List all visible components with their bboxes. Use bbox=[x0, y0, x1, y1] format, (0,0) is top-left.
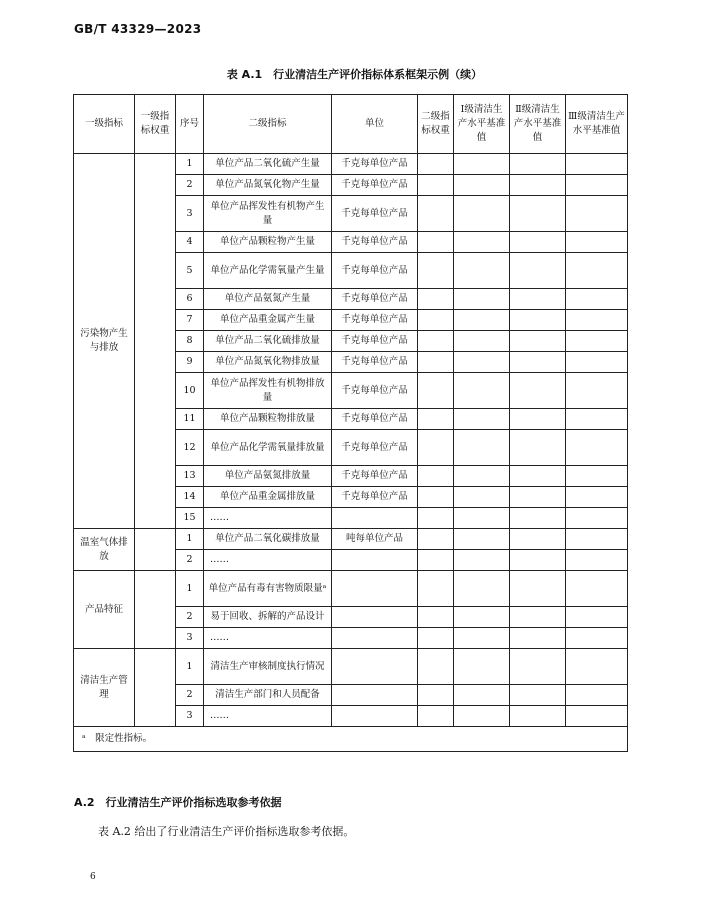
level-3-benchmark bbox=[566, 550, 628, 571]
level-3-benchmark bbox=[566, 487, 628, 508]
level-3-benchmark bbox=[566, 466, 628, 487]
unit: 千克每单位产品 bbox=[332, 487, 418, 508]
level-1-benchmark bbox=[454, 352, 510, 373]
unit bbox=[332, 706, 418, 727]
level-1-benchmark bbox=[454, 253, 510, 289]
second-level-indicator: 单位产品挥发性有机物产生量 bbox=[204, 196, 332, 232]
level-3-benchmark bbox=[566, 373, 628, 409]
first-level-indicator: 温室气体排放 bbox=[74, 529, 135, 571]
second-level-weight bbox=[418, 175, 454, 196]
level-2-benchmark bbox=[510, 352, 566, 373]
second-level-weight bbox=[418, 649, 454, 685]
serial-number: 11 bbox=[176, 409, 204, 430]
level-3-benchmark bbox=[566, 175, 628, 196]
level-3-benchmark bbox=[566, 571, 628, 607]
level-3-benchmark bbox=[566, 154, 628, 175]
unit bbox=[332, 571, 418, 607]
level-2-benchmark bbox=[510, 487, 566, 508]
serial-number: 3 bbox=[176, 628, 204, 649]
second-level-indicator: …… bbox=[204, 550, 332, 571]
second-level-indicator: 单位产品有毒有害物质限量ᵃ bbox=[204, 571, 332, 607]
unit: 千克每单位产品 bbox=[332, 154, 418, 175]
table-caption: 表 A.1 行业清洁生产评价指标体系框架示例（续） bbox=[226, 68, 483, 81]
serial-number: 3 bbox=[176, 706, 204, 727]
level-2-benchmark bbox=[510, 430, 566, 466]
table-row bbox=[74, 571, 628, 607]
level-1-benchmark bbox=[454, 628, 510, 649]
unit: 千克每单位产品 bbox=[332, 175, 418, 196]
serial-number: 14 bbox=[176, 487, 204, 508]
level-3-benchmark bbox=[566, 253, 628, 289]
level-1-benchmark bbox=[454, 466, 510, 487]
serial-number: 1 bbox=[176, 529, 204, 550]
level-1-benchmark bbox=[454, 232, 510, 253]
level-3-benchmark bbox=[566, 409, 628, 430]
second-level-indicator: 单位产品氨氮排放量 bbox=[204, 466, 332, 487]
level-2-benchmark bbox=[510, 154, 566, 175]
second-level-indicator: 单位产品化学需氧量产生量 bbox=[204, 253, 332, 289]
level-3-benchmark bbox=[566, 706, 628, 727]
page-number: 6 bbox=[90, 872, 96, 882]
second-level-indicator: 单位产品颗粒物排放量 bbox=[204, 409, 332, 430]
second-level-weight bbox=[418, 331, 454, 352]
second-level-weight bbox=[418, 487, 454, 508]
level-1-benchmark bbox=[454, 409, 510, 430]
unit: 千克每单位产品 bbox=[332, 232, 418, 253]
level-1-benchmark bbox=[454, 289, 510, 310]
unit bbox=[332, 685, 418, 706]
level-1-benchmark bbox=[454, 649, 510, 685]
serial-number: 2 bbox=[176, 607, 204, 628]
second-level-weight bbox=[418, 289, 454, 310]
serial-number: 15 bbox=[176, 508, 204, 529]
second-level-weight bbox=[418, 310, 454, 331]
col-header: 序号 bbox=[176, 95, 204, 154]
unit: 千克每单位产品 bbox=[332, 289, 418, 310]
unit: 千克每单位产品 bbox=[332, 310, 418, 331]
level-2-benchmark bbox=[510, 253, 566, 289]
second-level-weight bbox=[418, 529, 454, 550]
first-level-weight bbox=[135, 154, 176, 529]
level-1-benchmark bbox=[454, 175, 510, 196]
serial-number: 13 bbox=[176, 466, 204, 487]
unit bbox=[332, 550, 418, 571]
level-2-benchmark bbox=[510, 706, 566, 727]
second-level-weight bbox=[418, 373, 454, 409]
second-level-indicator: 单位产品氨氮产生量 bbox=[204, 289, 332, 310]
serial-number: 1 bbox=[176, 154, 204, 175]
col-header: 一级指标权重 bbox=[135, 95, 176, 154]
table-row bbox=[74, 529, 628, 550]
serial-number: 4 bbox=[176, 232, 204, 253]
level-2-benchmark bbox=[510, 310, 566, 331]
col-header: Ⅰ级清洁生产水平基准值 bbox=[454, 95, 510, 154]
second-level-weight bbox=[418, 466, 454, 487]
second-level-indicator: 单位产品二氧化碳排放量 bbox=[204, 529, 332, 550]
level-3-benchmark bbox=[566, 196, 628, 232]
second-level-weight bbox=[418, 607, 454, 628]
serial-number: 1 bbox=[176, 571, 204, 607]
second-level-indicator: …… bbox=[204, 508, 332, 529]
second-level-indicator: 单位产品二氧化硫排放量 bbox=[204, 331, 332, 352]
level-2-benchmark bbox=[510, 373, 566, 409]
serial-number: 2 bbox=[176, 685, 204, 706]
unit: 千克每单位产品 bbox=[332, 409, 418, 430]
level-2-benchmark bbox=[510, 649, 566, 685]
unit bbox=[332, 649, 418, 685]
second-level-weight bbox=[418, 409, 454, 430]
level-1-benchmark bbox=[454, 487, 510, 508]
second-level-indicator: 清洁生产部门和人员配备 bbox=[204, 685, 332, 706]
unit: 千克每单位产品 bbox=[332, 331, 418, 352]
level-3-benchmark bbox=[566, 352, 628, 373]
second-level-indicator: 单位产品氮氧化物排放量 bbox=[204, 352, 332, 373]
col-header: Ⅱ级清洁生产水平基准值 bbox=[510, 95, 566, 154]
level-2-benchmark bbox=[510, 508, 566, 529]
level-2-benchmark bbox=[510, 607, 566, 628]
level-3-benchmark bbox=[566, 529, 628, 550]
second-level-indicator: 单位产品重金属产生量 bbox=[204, 310, 332, 331]
unit bbox=[332, 508, 418, 529]
second-level-indicator: 单位产品化学需氧量排放量 bbox=[204, 430, 332, 466]
level-1-benchmark bbox=[454, 508, 510, 529]
unit: 吨每单位产品 bbox=[332, 529, 418, 550]
level-3-benchmark bbox=[566, 508, 628, 529]
level-1-benchmark bbox=[454, 529, 510, 550]
serial-number: 6 bbox=[176, 289, 204, 310]
level-1-benchmark bbox=[454, 310, 510, 331]
level-2-benchmark bbox=[510, 571, 566, 607]
level-1-benchmark bbox=[454, 685, 510, 706]
second-level-indicator: 易于回收、拆解的产品设计 bbox=[204, 607, 332, 628]
level-2-benchmark bbox=[510, 529, 566, 550]
level-2-benchmark bbox=[510, 196, 566, 232]
serial-number: 1 bbox=[176, 649, 204, 685]
serial-number: 12 bbox=[176, 430, 204, 466]
second-level-weight bbox=[418, 196, 454, 232]
second-level-indicator: 单位产品氮氧化物产生量 bbox=[204, 175, 332, 196]
col-header: 单位 bbox=[332, 95, 418, 154]
level-1-benchmark bbox=[454, 331, 510, 352]
unit: 千克每单位产品 bbox=[332, 253, 418, 289]
unit: 千克每单位产品 bbox=[332, 430, 418, 466]
first-level-weight bbox=[135, 529, 176, 571]
first-level-indicator: 清洁生产管理 bbox=[74, 649, 135, 727]
unit bbox=[332, 607, 418, 628]
serial-number: 3 bbox=[176, 196, 204, 232]
level-2-benchmark bbox=[510, 175, 566, 196]
second-level-indicator: …… bbox=[204, 706, 332, 727]
second-level-indicator: 单位产品挥发性有机物排放量 bbox=[204, 373, 332, 409]
col-header: 二级指标权重 bbox=[418, 95, 454, 154]
level-2-benchmark bbox=[510, 289, 566, 310]
standard-number: GB/T 43329—2023 bbox=[74, 22, 202, 36]
level-2-benchmark bbox=[510, 466, 566, 487]
second-level-weight bbox=[418, 352, 454, 373]
col-header: 一级指标 bbox=[74, 95, 135, 154]
second-level-indicator: 单位产品重金属排放量 bbox=[204, 487, 332, 508]
table-row bbox=[74, 154, 628, 175]
second-level-weight bbox=[418, 685, 454, 706]
first-level-weight bbox=[135, 571, 176, 649]
level-3-benchmark bbox=[566, 685, 628, 706]
second-level-indicator: 单位产品颗粒物产生量 bbox=[204, 232, 332, 253]
second-level-weight bbox=[418, 628, 454, 649]
second-level-weight bbox=[418, 550, 454, 571]
col-header: Ⅲ级清洁生产水平基准值 bbox=[566, 95, 628, 154]
unit: 千克每单位产品 bbox=[332, 466, 418, 487]
footnote-row bbox=[74, 727, 628, 752]
serial-number: 2 bbox=[176, 175, 204, 196]
indicator-table bbox=[73, 94, 628, 752]
first-level-indicator: 产品特征 bbox=[74, 571, 135, 649]
second-level-indicator: 单位产品二氧化硫产生量 bbox=[204, 154, 332, 175]
second-level-weight bbox=[418, 232, 454, 253]
serial-number: 8 bbox=[176, 331, 204, 352]
col-header: 二级指标 bbox=[204, 95, 332, 154]
serial-number: 9 bbox=[176, 352, 204, 373]
level-1-benchmark bbox=[454, 550, 510, 571]
table-row bbox=[74, 649, 628, 685]
second-level-weight bbox=[418, 430, 454, 466]
serial-number: 7 bbox=[176, 310, 204, 331]
level-1-benchmark bbox=[454, 607, 510, 628]
unit: 千克每单位产品 bbox=[332, 373, 418, 409]
second-level-indicator: …… bbox=[204, 628, 332, 649]
second-level-indicator: 清洁生产审核制度执行情况 bbox=[204, 649, 332, 685]
level-1-benchmark bbox=[454, 373, 510, 409]
level-1-benchmark bbox=[454, 430, 510, 466]
level-2-benchmark bbox=[510, 550, 566, 571]
second-level-weight bbox=[418, 571, 454, 607]
level-3-benchmark bbox=[566, 628, 628, 649]
unit bbox=[332, 628, 418, 649]
serial-number: 2 bbox=[176, 550, 204, 571]
level-2-benchmark bbox=[510, 685, 566, 706]
second-level-weight bbox=[418, 706, 454, 727]
serial-number: 5 bbox=[176, 253, 204, 289]
level-3-benchmark bbox=[566, 289, 628, 310]
level-3-benchmark bbox=[566, 649, 628, 685]
second-level-weight bbox=[418, 154, 454, 175]
level-1-benchmark bbox=[454, 571, 510, 607]
first-level-weight bbox=[135, 649, 176, 727]
table-header-row bbox=[74, 95, 628, 154]
second-level-weight bbox=[418, 508, 454, 529]
level-2-benchmark bbox=[510, 628, 566, 649]
first-level-indicator: 污染物产生与排放 bbox=[74, 154, 135, 529]
level-3-benchmark bbox=[566, 232, 628, 253]
second-level-weight bbox=[418, 253, 454, 289]
unit: 千克每单位产品 bbox=[332, 196, 418, 232]
level-3-benchmark bbox=[566, 607, 628, 628]
body-paragraph: 表 A.2 给出了行业清洁生产评价指标选取参考依据。 bbox=[98, 825, 355, 838]
level-3-benchmark bbox=[566, 310, 628, 331]
level-1-benchmark bbox=[454, 154, 510, 175]
level-2-benchmark bbox=[510, 409, 566, 430]
level-2-benchmark bbox=[510, 232, 566, 253]
section-heading: A.2 行业清洁生产评价指标选取参考依据 bbox=[74, 796, 282, 809]
level-1-benchmark bbox=[454, 196, 510, 232]
level-3-benchmark bbox=[566, 331, 628, 352]
footnote: ᵃ 限定性指标。 bbox=[74, 727, 628, 752]
level-2-benchmark bbox=[510, 331, 566, 352]
serial-number: 10 bbox=[176, 373, 204, 409]
level-3-benchmark bbox=[566, 430, 628, 466]
level-1-benchmark bbox=[454, 706, 510, 727]
unit: 千克每单位产品 bbox=[332, 352, 418, 373]
